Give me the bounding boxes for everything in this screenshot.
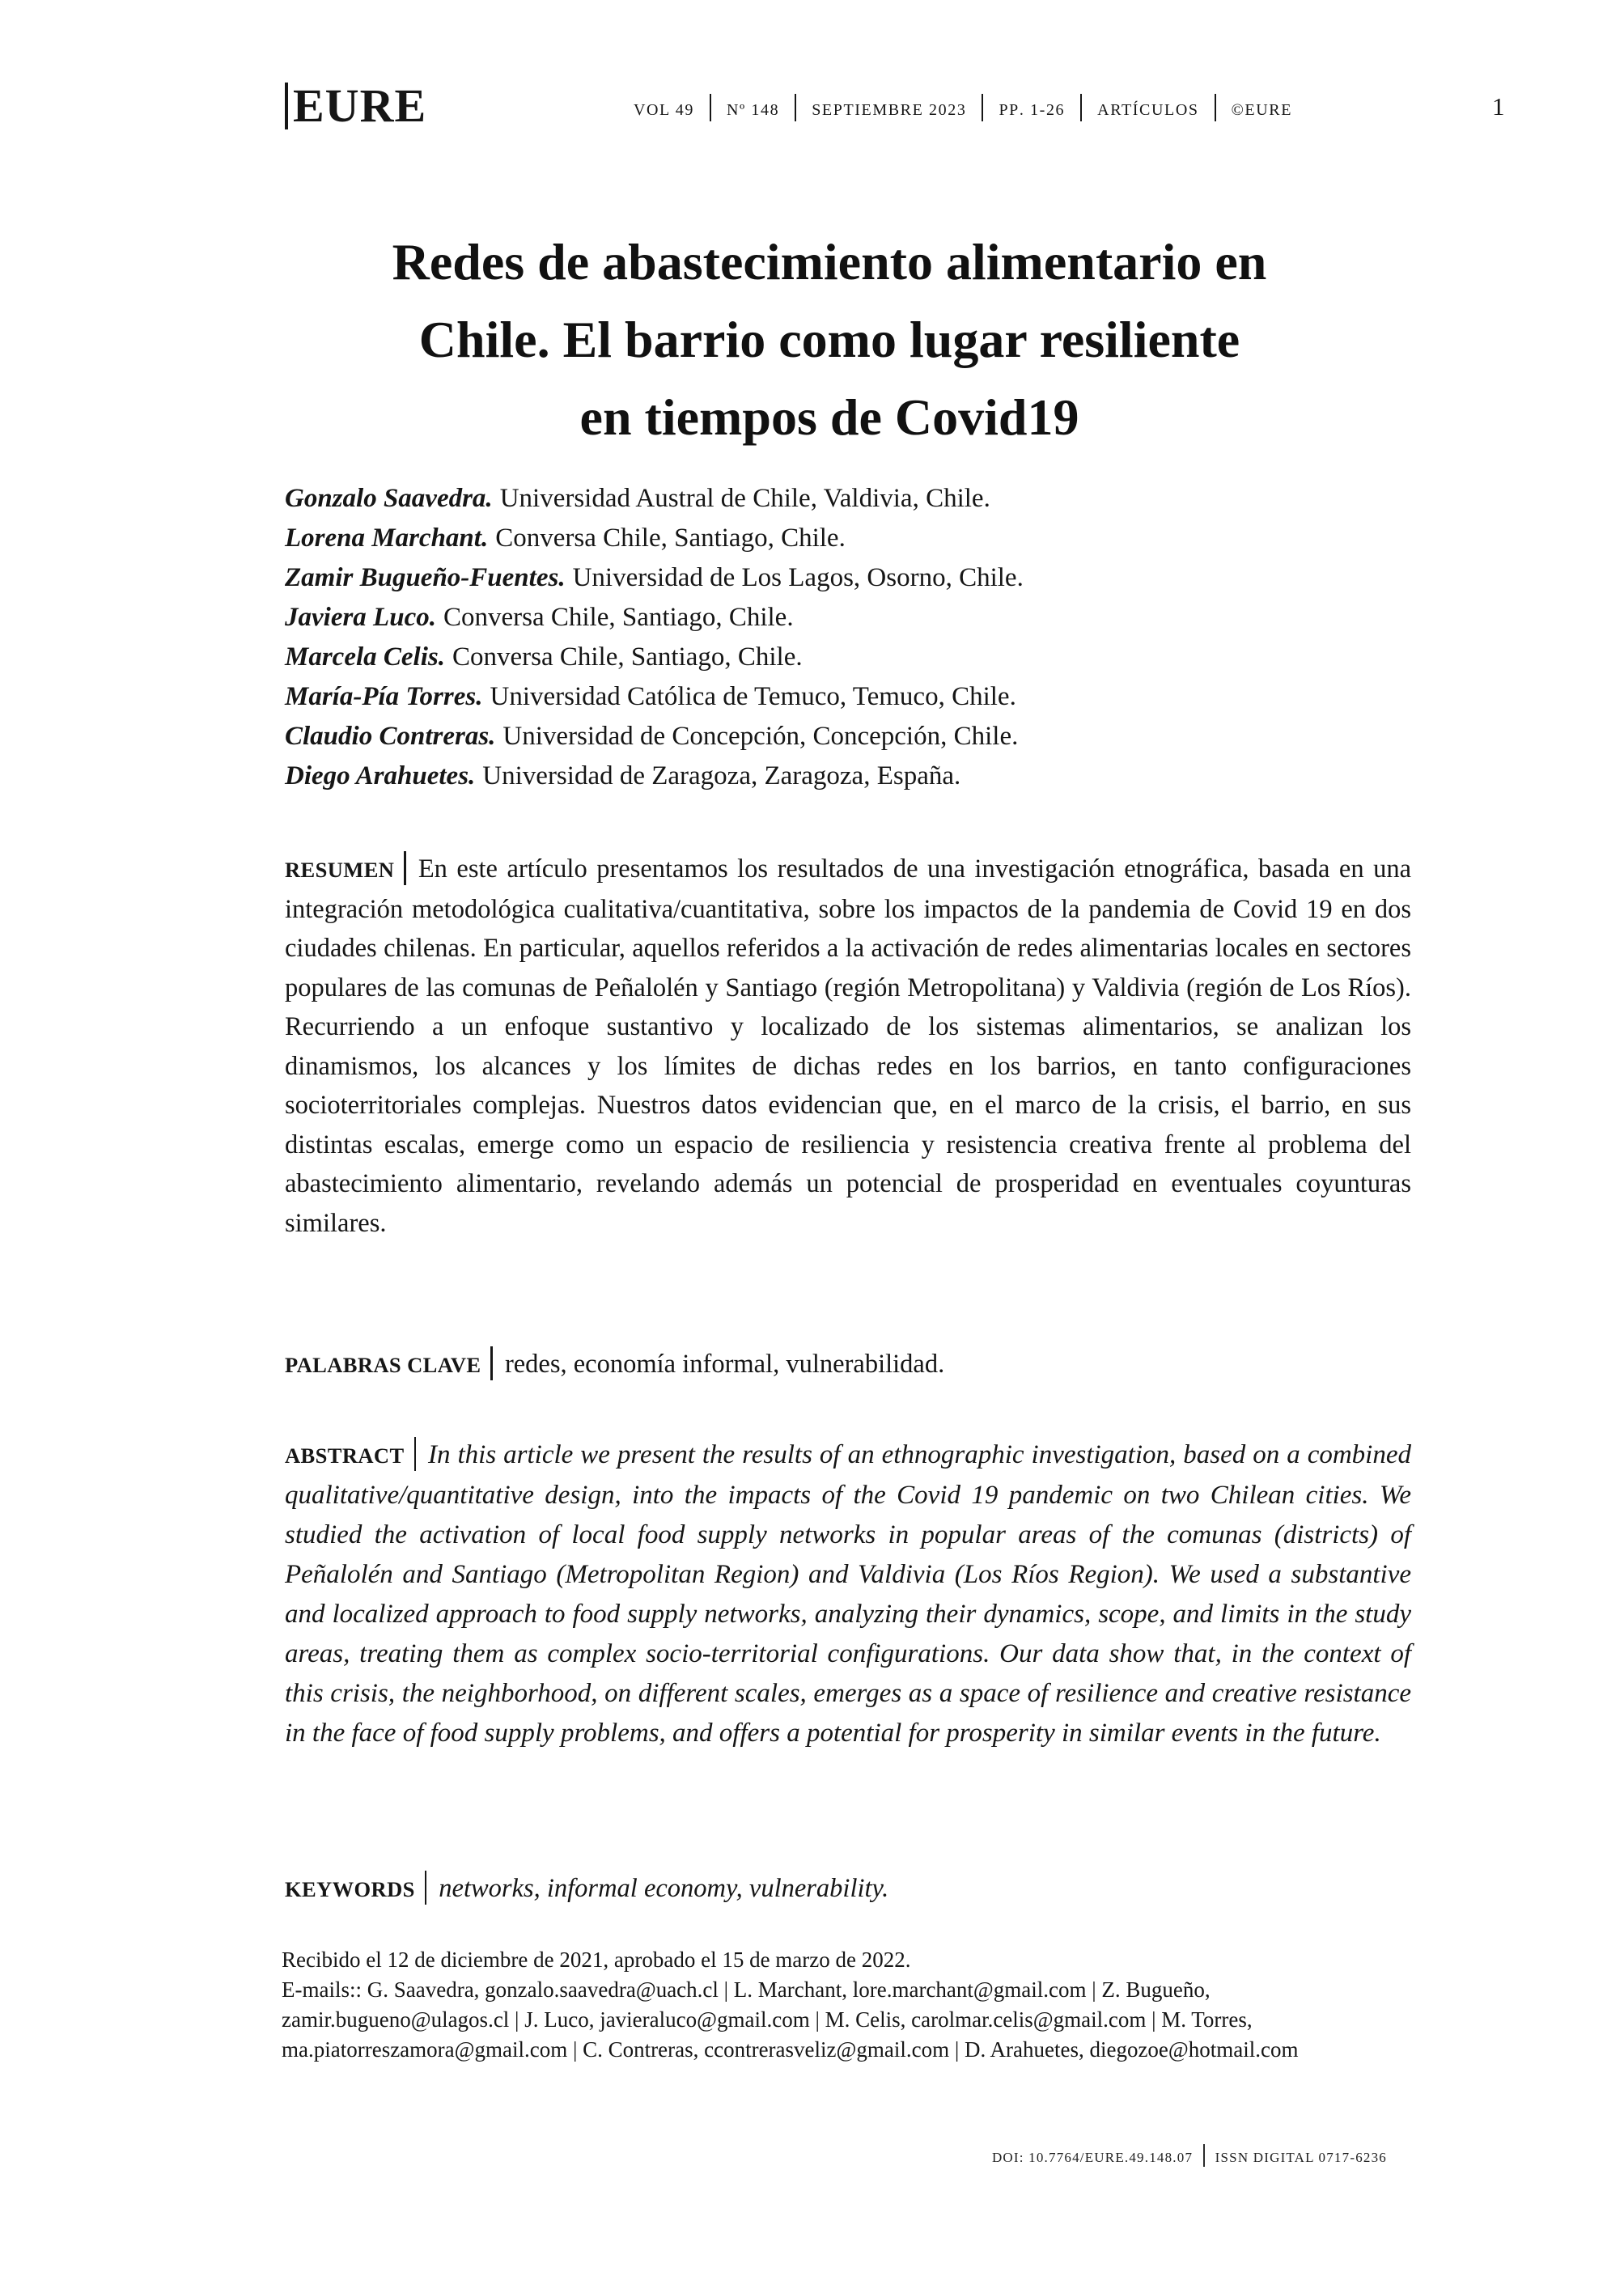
- author-affiliation: Conversa Chile, Santiago, Chile.: [452, 642, 803, 672]
- author-affiliation: Universidad de Concepción, Concepción, Chile.: [502, 722, 1019, 751]
- author-affiliation: Universidad Austral de Chile, Valdivia, Chile.: [499, 484, 990, 513]
- received-approved-line: Recibido el 12 de diciembre de 2021, aprobado el 15 de marzo de 2022.: [282, 1948, 911, 1972]
- resumen-paragraph: [285, 850, 1411, 1243]
- label-divider-bar: [404, 851, 406, 885]
- author-line: [285, 558, 1418, 598]
- article-title: [267, 223, 1392, 456]
- abstract-label: ABSTRACT: [285, 1443, 405, 1468]
- pages-range-label: pp. 1-26: [999, 95, 1066, 121]
- author-name: Marcela Celis.: [285, 642, 445, 672]
- article-title-line: Chile. El barrio como lugar resiliente: [418, 311, 1240, 368]
- resumen-label: RESUMEN: [285, 858, 395, 882]
- label-divider-bar: [490, 1346, 493, 1380]
- issue-date-label: SEPTIEMBRE 2023: [812, 95, 967, 121]
- separator-bar: [1215, 94, 1216, 121]
- author-name: Zamir Bugueño-Fuentes.: [285, 563, 566, 592]
- article-title-line: Redes de abastecimiento alimentario en: [392, 233, 1267, 290]
- issue-number-label: Nº 148: [726, 95, 780, 121]
- issn-text: ISSN DIGITAL 0717-6236: [1215, 2145, 1387, 2167]
- keywords-line: [285, 1869, 1411, 1909]
- author-name: María-Pía Torres.: [285, 682, 483, 711]
- author-line: [285, 519, 1418, 558]
- doi-text: DOI: 10.7764/EURE.49.148.07: [991, 2145, 1194, 2167]
- footnote-block: [282, 1945, 1414, 2065]
- author-affiliation: Conversa Chile, Santiago, Chile.: [443, 603, 794, 632]
- author-affiliation: Universidad Católica de Temuco, Temuco, Chile.: [490, 682, 1016, 711]
- keywords-text: networks, informal economy, vulnerability.: [439, 1874, 889, 1903]
- issue-metadata: [453, 94, 1473, 121]
- palabras-clave-text: redes, economía informal, vulnerabilidad.: [504, 1350, 945, 1379]
- separator-bar: [1203, 2144, 1205, 2167]
- footer-doi-line: [285, 2144, 1387, 2168]
- author-line: [285, 677, 1418, 717]
- author-line: [285, 757, 1418, 796]
- resumen-text: En este artículo presentamos los resultados de una investigación etnográfica, basada en una integración metodológica cualitativa/cuantitativa, sobre los impactos de la pandemia de Covid 19 en dos ciudades chilenas. En particular, aquellos referidos a la activación de redes alimentarias locales en sectores populares de las comunas de Peñalolén y Santiago (región Metropolitana) y Valdivia (región de Los Ríos). Recurriendo a un enfoque sustantivo y localizado de los sistemas alimentarios, se analizan los dinamismos, los alcances y los límites de dichas redes en los barrios, en tanto configuraciones socioterritoriales complejas. Nuestros datos evidencian que, en el marco de la crisis, el barrio, en sus distintas escalas, emerge como un espacio de resiliencia y resistencia creativa frente al problema del abastecimiento alimentario, revelando además un potencial de prosperidad en eventuales coyunturas similares.: [285, 854, 1411, 1238]
- abstract-paragraph: [285, 1435, 1411, 1753]
- author-affiliation: Universidad de Los Lagos, Osorno, Chile.: [572, 563, 1024, 592]
- author-name: Gonzalo Saavedra.: [285, 484, 493, 513]
- label-divider-bar: [414, 1437, 417, 1471]
- author-name: Claudio Contreras.: [285, 722, 496, 751]
- separator-bar: [1080, 94, 1082, 121]
- author-line: [285, 717, 1418, 757]
- article-title-line: en tiempos de Covid19: [579, 388, 1079, 446]
- journal-logo: EURE: [285, 83, 426, 129]
- author-line: [285, 479, 1418, 519]
- author-name: Javiera Luco.: [285, 603, 436, 632]
- author-emails-line: E-mails:: G. Saavedra, gonzalo.saavedra@uach.cl | L. Marchant, lore.marchant@gmail.com | Z. Bugueño, zamir.bugueno@ulagos.cl | J. Luco, javieraluco@gmail.com | M. Celis, carolmar.celis@gmail.com | M. Torres, ma.piatorreszamora@gmail.com | C. Contreras, ccontrerasveliz@gmail.com | D. Arahuetes, diegozoe@hotmail.com: [282, 1977, 1299, 2062]
- label-divider-bar: [425, 1871, 427, 1905]
- section-label: ARTÍCULOS: [1097, 95, 1199, 121]
- separator-bar: [795, 94, 796, 121]
- separator-bar: [982, 94, 983, 121]
- abstract-text: In this article we present the results of an ethnographic investigation, based on a combined qualitative/quantitative design, into the impacts of the Covid 19 pandemic on two Chilean cities. We studied the activation of local food supply networks in popular areas of the comunas (districts) of Peñalolén and Santiago (Metropolitan Region) and Valdivia (Los Ríos Region). We used a substantive and localized approach to food supply networks, analyzing their dynamics, scope, and limits in the study areas, treating them as complex socio-territorial configurations. Our data show that, in the context of this crisis, the neighborhood, on different scales, emerges as a space of resilience and creative resistance in the face of food supply problems, and offers a potential for prosperity in similar events in the future.: [285, 1440, 1411, 1748]
- separator-bar: [710, 94, 711, 121]
- palabras-clave-line: [285, 1345, 1411, 1385]
- copyright-label: ©EURE: [1231, 95, 1293, 121]
- author-affiliation: Conversa Chile, Santiago, Chile.: [495, 523, 846, 553]
- author-line: [285, 598, 1418, 638]
- palabras-clave-label: PALABRAS CLAVE: [285, 1353, 481, 1377]
- author-name: Diego Arahuetes.: [285, 761, 476, 790]
- author-line: [285, 638, 1418, 677]
- volume-label: VOL 49: [633, 95, 694, 121]
- author-affiliation: Universidad de Zaragoza, Zaragoza, España.: [482, 761, 961, 790]
- authors-block: [285, 479, 1418, 796]
- author-name: Lorena Marchant.: [285, 523, 489, 553]
- page-number: 1: [1492, 92, 1505, 121]
- keywords-label: KEYWORDS: [285, 1877, 415, 1901]
